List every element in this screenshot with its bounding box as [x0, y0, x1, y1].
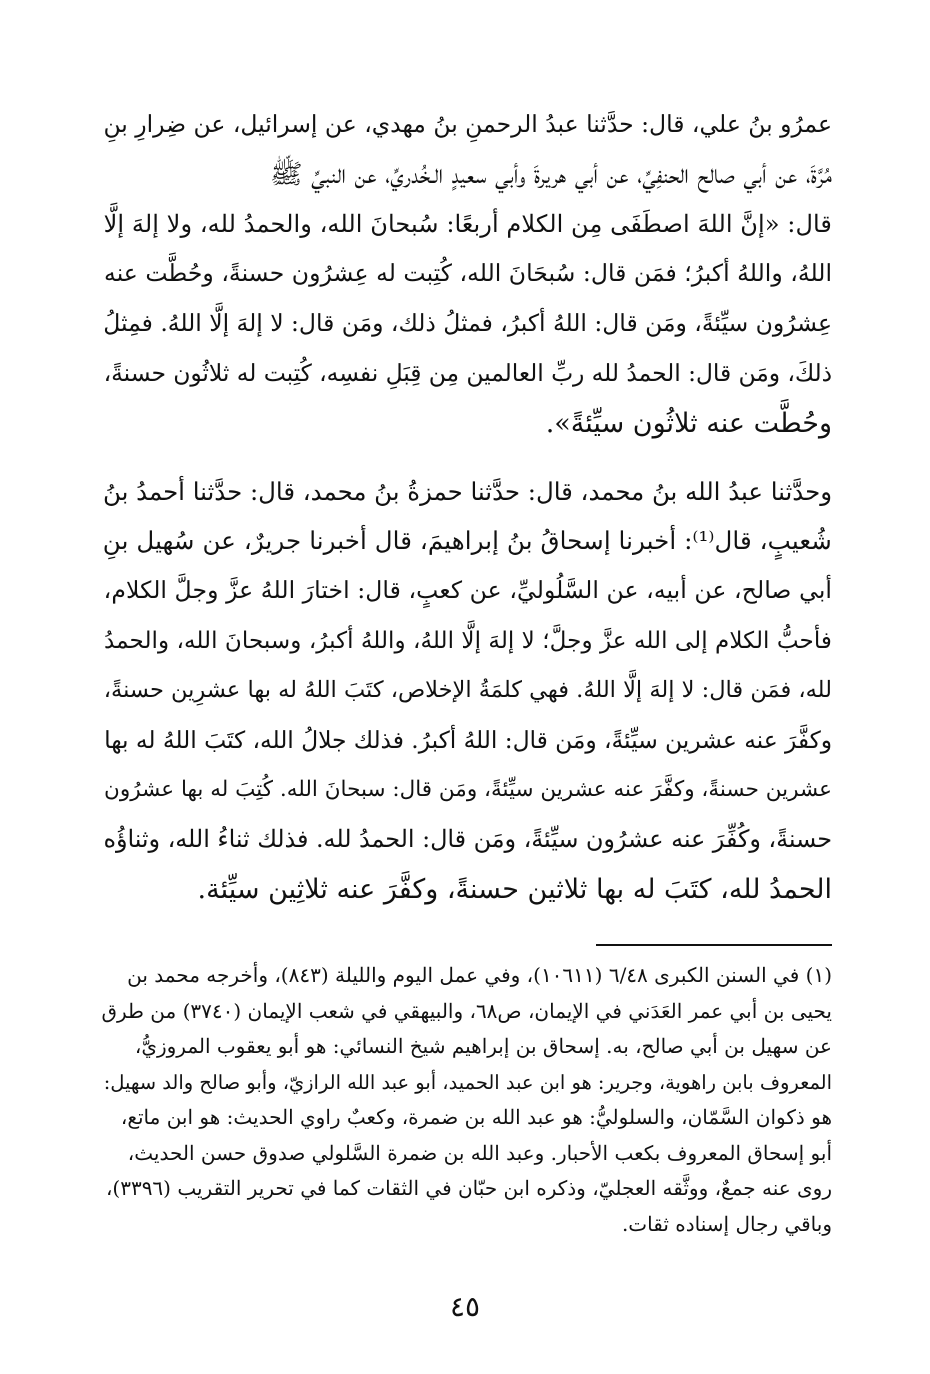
text-line: وحُطَّت عنه ثلاثُون سيِّئةً». [545, 407, 832, 439]
footnote-divider [596, 944, 832, 946]
text-line: اللهُ، واللهُ أكبرُ؛ فمَن قال: سُبحَانَ الله، كُتِبت له عِشرُون حسنةً، وحُطَّت عنه [104, 259, 832, 288]
footnote-line: عن سهيل بن أبي صالح، به. إسحاق بن إبراهيم شيخ النسائي: هو أبو يعقوب المروزيُّ، [134, 1034, 832, 1058]
footnotes [96, 958, 832, 1242]
text-line: عمرُو بنُ علي، قال: حدَّثنا عبدُ الرحمنِ بنُ مهدي، عن إسرائيل، عن ضِرارِ بنِ [103, 110, 832, 138]
text-line: لله، فمَن قال: لا إلهَ إلَّا اللهُ. فهي كلمَةُ الإخلاص، كتَبَ اللهُ له بها عشرِين حسنةً، [103, 676, 832, 703]
footnote-line: أبو إسحاق المعروف بكعب الأحبار. وعبد الله بن ضمرة السَّلولي صدوق حسن الحديث، [127, 1140, 832, 1165]
paragraph-2 [96, 467, 832, 915]
footnote-line: يحيى بن أبي عمر العَدَني في الإيمان، ص٦٨، والبيهقي في شعب الإيمان (٣٧٤٠) من طرق [101, 998, 832, 1023]
text-line: حسنةً، وكُفِّرَ عنه عشرُون سيِّئةً، ومَن قال: الحمدُ لله. فذلك ثناءُ الله، وثناؤُه [103, 825, 832, 854]
text-line: مُرَّةَ، عن أبي صالح الحنفِيِّ، عن أبي هريرةَ وأبي سعيدٍ الـخُدريِّ، عن النبيِّ ﷺ [269, 158, 832, 190]
text-line: قال: «إنَّ اللهَ اصطَفَى مِن الكلام أربعًا: سُبحانَ الله، والحمدُ لله، ولا إلهَ إلَّا [103, 209, 832, 238]
text-line: الحمدُ لله، كتَبَ له بها ثلاثين حسنةً، وكفَّرَ عنه ثلاثِين سيِّئة. [197, 873, 832, 905]
page-number: ٤٥ [449, 1290, 481, 1323]
paragraph-gap [96, 449, 832, 467]
footnote-line: (١) في السنن الكبرى ٦/٤٨ (١٠٦١١)، وفي عمل اليوم والليلة (٨٤٣)، وأخرجه محمد بن [127, 963, 832, 987]
text-line: عشرين حسنةً، وكفَّرَ عنه عشرين سيِّئةً، ومَن قال: سبحانَ الله. كُتِبَ له بها عشرُون [104, 777, 832, 803]
footnote-line: هو ذكوان السَّمّان، والسلوليُّ: هو عبد الله بن ضمرة، وكعبٌ راوي الحديث: هو ابن ماتع، [120, 1105, 832, 1129]
footnote-line: وباقي رجال إسناده ثقات. [621, 1211, 832, 1236]
text-line: شُعيبٍ، قال⁽¹⁾: أخبرنا إسحاقُ بنُ إبراهيمَ، قال أخبرنا جريرٌ، عن سُهيل بنِ [102, 526, 832, 556]
text-line: ذلكَ، ومَن قال: الحمدُ لله ربِّ العالمين مِن قِبَلِ نفسِه، كُتِبت له ثلاثُون حسنةً، [103, 359, 832, 387]
footnote-line: المعروف بابن راهوية، وجرير: هو ابن عبد الحميد، أبو عبد الله الرازيّ، وأبو صالح والد سهيل: [103, 1070, 832, 1094]
text-line: فأحبُّ الكلام إلى الله عزَّ وجلَّ؛ لا إلهَ إلَّا اللهُ، واللهُ أكبرُ، وسبحانَ الله، والحمدُ [103, 626, 832, 654]
footnote-line: روى عنه جمعٌ، ووثَّقه العجليّ، وذكره ابن حبّان في الثقات كما في تحرير التقريب (٣٣٩٦)، [105, 1176, 832, 1200]
text-line: عِشرُون سيِّئةً، ومَن قال: اللهُ أكبرُ، فمثلُ ذلك، ومَن قال: لا إلهَ إلَّا اللهُ. فمِثلُ [103, 309, 832, 338]
main-text [96, 100, 832, 915]
text-line: أبي صالح، عن أبيه، عن السَّلُوليِّ، عن كعبٍ، قال: اختارَ اللهُ عزَّ وجلَّ الكلام، [103, 576, 832, 605]
text-line: وحدَّثنا عبدُ الله بنُ محمد، قال: حدَّثنا حمزةُ بنُ محمد، قال: حدَّثنا أحمدُ بنُ [103, 476, 832, 506]
paragraph-1 [96, 100, 832, 449]
text-line: وكفَّرَ عنه عشرين سيِّئةً، ومَن قال: اللهُ أكبرُ. فذلك جلالُ الله، كتَبَ اللهُ له بها [104, 726, 832, 754]
